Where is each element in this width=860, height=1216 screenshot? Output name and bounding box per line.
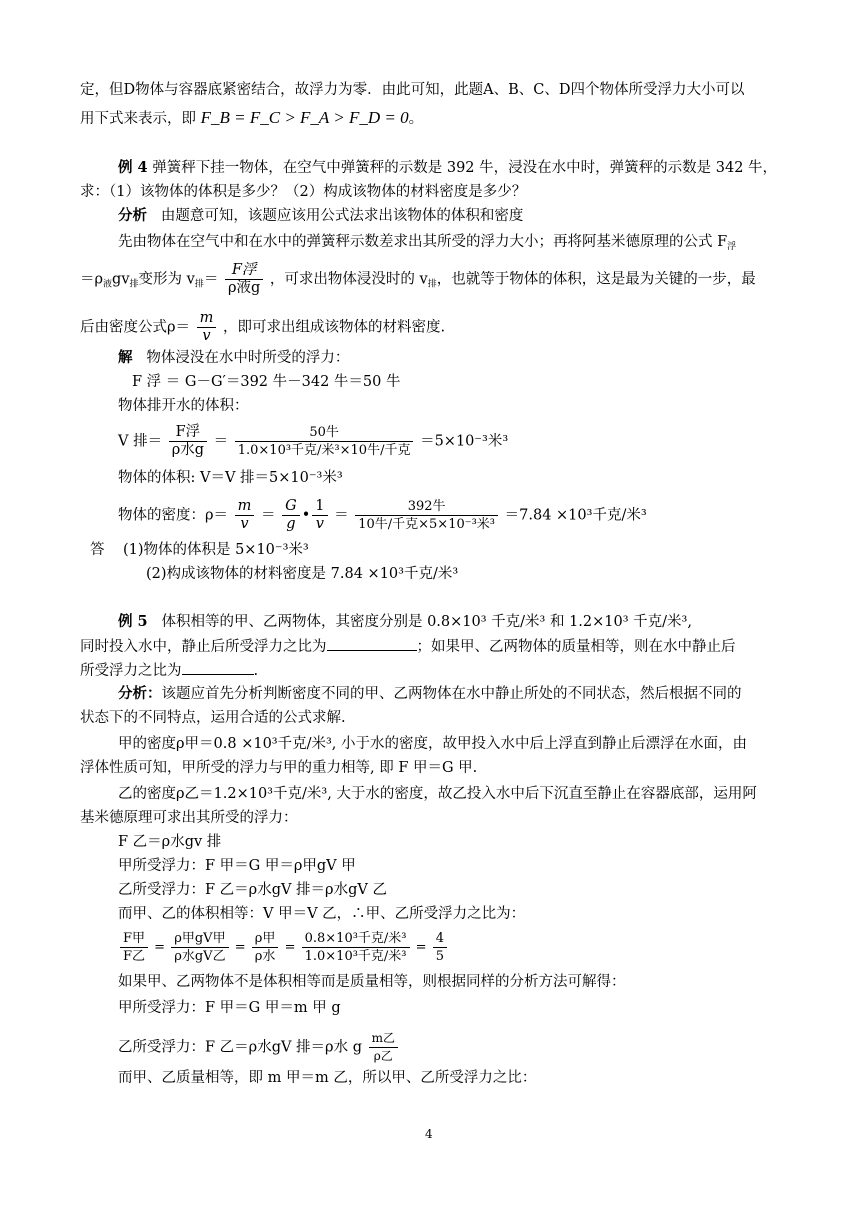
equals: = bbox=[284, 940, 296, 955]
example-label: 例 4 bbox=[118, 159, 148, 176]
text-segment: ，可求出物体浸没时的 v bbox=[269, 271, 428, 288]
denominator: ρ液g bbox=[227, 280, 261, 296]
question-text: 求：（1）该物体的体积是多少？（2）构成该物体的材料密度是多少？ bbox=[80, 184, 527, 200]
fraction bbox=[225, 262, 263, 297]
subscript: 排 bbox=[129, 279, 139, 290]
analysis-text: 由题意可知，该题应该用公式法求出该物体的体积和密度 bbox=[160, 208, 524, 224]
numerator: 50牛 bbox=[235, 424, 414, 442]
text-segment: 后由密度公式ρ＝ bbox=[80, 319, 191, 336]
subscript: 液 bbox=[103, 279, 113, 290]
text-segment: ＝ bbox=[261, 507, 276, 524]
answer-text: (2)构成该物体的材料密度是 7.84 ×10³千克/米³ bbox=[146, 566, 459, 582]
solution-label: 解 bbox=[118, 349, 133, 366]
text-segment: ，即可求出组成该物体的材料密度. bbox=[223, 319, 446, 336]
fraction bbox=[252, 930, 279, 965]
question-text bbox=[80, 636, 736, 657]
text-segment: ＝ bbox=[213, 433, 229, 450]
example-label: 例 5 bbox=[118, 613, 148, 630]
text-segment: 同时投入水中，静止后所受浮力之比为 bbox=[80, 639, 327, 655]
text-segment: gv bbox=[112, 271, 130, 288]
text-segment: 乙所受浮力：F 乙＝ρ水gV 排＝ρ水 g bbox=[118, 1039, 362, 1056]
text-line bbox=[80, 108, 423, 129]
fraction bbox=[120, 930, 148, 965]
denominator: 1.0×10³千克/米³×10牛/千克 bbox=[237, 443, 411, 458]
formula-line bbox=[118, 1030, 400, 1065]
equals: = bbox=[154, 940, 166, 955]
numerator: m bbox=[235, 498, 255, 516]
text-segment: 。 bbox=[408, 111, 424, 127]
denominator: g bbox=[286, 516, 296, 532]
fraction bbox=[235, 498, 255, 533]
fraction bbox=[169, 424, 207, 459]
formula-line: 而甲、乙的体积相等：V 甲＝V 乙，∴甲、乙所受浮力之比为： bbox=[118, 906, 526, 922]
text-segment: 所受浮力之比为 bbox=[80, 663, 182, 679]
fraction bbox=[282, 498, 300, 533]
text-line: 甲的密度ρ甲＝0.8 ×10³千克/米³, 小于水的密度，故甲投入水中后上浮直到静止后漂浮在水面，由 bbox=[118, 736, 748, 752]
numerator: 392牛 bbox=[355, 498, 498, 516]
text-line: 物体排开水的体积： bbox=[118, 398, 249, 414]
text-line: 浮体性质可知，甲所受的浮力与甲的重力相等, 即 F 甲＝G 甲. bbox=[80, 760, 478, 776]
numerator: G bbox=[282, 498, 300, 516]
numerator: F浮 bbox=[169, 424, 207, 442]
answer-text: (1)物体的体积是 5×10⁻³米³ bbox=[122, 542, 309, 558]
analysis-text: 该题应首先分析判断密度不同的甲、乙两物体在水中静止所处的不同状态，然后根据不同的 bbox=[161, 686, 742, 702]
text-segment: 变形为 v bbox=[138, 271, 195, 288]
denominator: F乙 bbox=[123, 949, 146, 964]
fraction bbox=[197, 310, 217, 345]
question-text: 弹簧秤下挂一物体，在空气中弹簧秤的示数是 392 牛，浸没在水中时，弹簧秤的示数是 342 牛， bbox=[152, 160, 778, 176]
analysis-label: 分析 bbox=[118, 207, 147, 224]
formula-line: 乙所受浮力：F 乙＝ρ水gV 排＝ρ水gV 乙 bbox=[118, 882, 387, 898]
text-segment: V 排＝ bbox=[118, 433, 163, 450]
text-line: 定，但D物体与容器底紧密结合，故浮力为零．由此可知，此题A、B、C、D四个物体所受浮力大小可以 bbox=[80, 82, 745, 98]
denominator: ρ水 bbox=[254, 949, 276, 964]
analysis-line bbox=[118, 206, 523, 226]
fraction bbox=[312, 498, 327, 533]
text-line: 基米德原理可求出其所受的浮力： bbox=[80, 810, 298, 826]
denominator: ρ乙 bbox=[373, 1049, 393, 1063]
denominator: ρ水gV乙 bbox=[174, 949, 226, 964]
text-segment: • bbox=[301, 507, 311, 524]
text-line: 如果甲、乙两物体不是体积相等而是质量相等，则根据同样的分析方法可解得： bbox=[118, 974, 626, 990]
numerator: 1 bbox=[312, 498, 327, 516]
question-text bbox=[80, 660, 258, 681]
subscript: 浮 bbox=[727, 242, 737, 252]
formula-line: 甲所受浮力：F 甲＝G 甲＝m 甲 g bbox=[118, 1000, 341, 1016]
text-segment: . bbox=[253, 663, 259, 679]
page-number: 4 bbox=[425, 1127, 433, 1141]
subscript: 排 bbox=[427, 279, 437, 290]
example-5-question bbox=[118, 612, 692, 632]
formula-line: 甲所受浮力：F 甲＝G 甲＝ρ甲gV 甲 bbox=[118, 858, 356, 874]
numerator: 0.8×10³千克/米³ bbox=[302, 930, 410, 948]
text-segment: ＝5×10⁻³米³ bbox=[420, 433, 509, 450]
subscript: 排 bbox=[194, 279, 204, 290]
inequality-formula: F_B = F_C > F_A > F_D = 0 bbox=[200, 108, 409, 127]
text-line: 而甲、乙质量相等，即 m 甲＝m 乙，所以甲、乙所受浮力之比： bbox=[118, 1070, 537, 1086]
denominator: 5 bbox=[435, 949, 444, 964]
formula-line bbox=[118, 424, 508, 459]
numerator: m乙 bbox=[369, 1030, 398, 1048]
equals: = bbox=[415, 940, 427, 955]
answer-label: 答 bbox=[90, 542, 105, 558]
fraction bbox=[369, 1030, 398, 1065]
numerator: ρ甲gV甲 bbox=[171, 930, 228, 948]
fraction bbox=[433, 930, 447, 965]
denominator: v bbox=[240, 516, 249, 532]
text-segment: ；如果甲、乙两物体的质量相等，则在水中静止后 bbox=[416, 639, 736, 655]
text-line bbox=[80, 310, 445, 345]
fraction bbox=[302, 930, 410, 965]
equals: = bbox=[234, 940, 246, 955]
fraction bbox=[355, 498, 498, 533]
text-segment: 先由物体在空气中和在水中的弹簧秤示数差求出其所受的浮力大小；再将阿基米德原理的公式 F bbox=[118, 234, 728, 250]
answer-blank[interactable] bbox=[182, 660, 254, 675]
numerator: F浮 bbox=[225, 262, 263, 280]
numerator: ρ甲 bbox=[252, 930, 279, 948]
text-segment: 用下式来表示，即 bbox=[80, 111, 196, 127]
formula-line: 物体的体积: V＝V 排＝5×10⁻³米³ bbox=[118, 470, 343, 486]
denominator: v bbox=[202, 328, 211, 344]
text-segment: ＝7.84 ×10³千克/米³ bbox=[504, 507, 647, 524]
text-segment: 物体的密度：ρ＝ bbox=[118, 507, 229, 524]
fraction bbox=[235, 424, 414, 459]
text-segment: ＝ρ bbox=[80, 271, 104, 288]
answer-line bbox=[90, 540, 309, 560]
formula-line: F 浮 ＝ G－G′＝392 牛－342 牛＝50 牛 bbox=[132, 374, 401, 390]
formula-line bbox=[118, 498, 647, 533]
text-line bbox=[118, 232, 736, 257]
denominator: 10牛/千克×5×10⁻³米³ bbox=[358, 517, 496, 532]
solution-line bbox=[118, 348, 349, 368]
analysis-label: 分析： bbox=[118, 685, 162, 702]
solution-text: 物体浸没在水中时所受的浮力： bbox=[146, 350, 350, 366]
text-line: 乙的密度ρ乙＝1.2×10³千克/米³, 大于水的密度，故乙投入水中后下沉直至静止在容器底部，运用阿 bbox=[118, 786, 757, 802]
fraction bbox=[171, 930, 228, 965]
question-text: 体积相等的甲、乙两物体，其密度分别是 0.8×10³ 千克/米³ 和 1.2×10³ 千克/米³, bbox=[161, 614, 692, 630]
text-segment: ，也就等于物体的体积，这是最为关键的一步，最 bbox=[436, 271, 756, 288]
example-4-question bbox=[118, 158, 777, 178]
formula-line: F 乙＝ρ水gv 排 bbox=[118, 834, 222, 850]
ratio-formula bbox=[118, 930, 449, 965]
analysis-line bbox=[118, 684, 742, 704]
text-line: 状态下的不同特点，运用合适的公式求解. bbox=[80, 710, 346, 726]
denominator: v bbox=[315, 516, 324, 532]
numerator: m bbox=[197, 310, 217, 328]
answer-blank[interactable] bbox=[327, 636, 417, 651]
text-line bbox=[80, 262, 756, 297]
denominator: ρ水g bbox=[171, 442, 205, 458]
denominator: 1.0×10³千克/米³ bbox=[304, 949, 407, 964]
text-segment: ＝ bbox=[334, 507, 349, 524]
numerator: 4 bbox=[433, 930, 447, 948]
text-segment: ＝ bbox=[203, 271, 219, 288]
numerator: F甲 bbox=[120, 930, 148, 948]
